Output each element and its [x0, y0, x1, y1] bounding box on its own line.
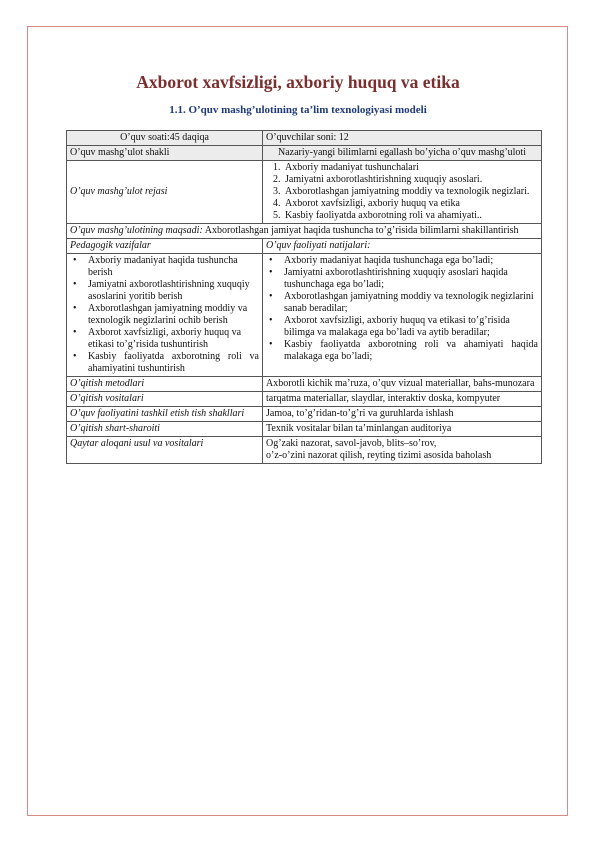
feedback-line-2: o’z-o’zini nazorat qilish, reyting tizimi asosida baholash [266, 450, 492, 461]
learning-outcomes-header: O’quv faoliyati natijalari: [263, 239, 542, 254]
learning-outcomes-cell [263, 254, 542, 377]
pedagogical-tasks-cell [67, 254, 263, 377]
table-row-hours [67, 131, 542, 146]
table-row-plan [67, 161, 542, 224]
lesson-plan-list [266, 162, 538, 222]
lesson-goal-label: O’quv mashg’ulotining maqsadi: [70, 225, 203, 236]
list-item: • Jamiyatni axborotlashtirishning xuquqiy asoslari haqida tushunchaga ega bo’ladi; [269, 267, 508, 290]
list-item: • Kasbiy faoliyatda axborotning roli va ahamiyati haqida malakaga ega bo’ladi; [269, 339, 538, 362]
list-item: • Axborot xavfsizligi, axboriy huquq va etikasi to’g’risida bilimga va malakaga ega bo’ladi va aytib beradilar; [269, 315, 510, 338]
lesson-form-label: O’quv mashg’ulot shakli [67, 146, 263, 161]
table-row-tasks-header [67, 239, 542, 254]
list-item: • Axborotlashgan jamiyatning moddiy va texnologik negizlarini ochib berish [73, 303, 248, 326]
pedagogical-tasks-list [70, 255, 259, 375]
list-item: • Axborotlashgan jamiyatning moddiy va texnologik negizlarini sanab beradilar; [269, 291, 534, 314]
teaching-methods-label: O’qitish metodlari [67, 377, 263, 392]
table-row-feedback [67, 437, 542, 464]
bullet-icon: • [269, 291, 273, 302]
list-item: 4. Axborot xavfsizligi, axboriy huquq va etika [283, 198, 538, 210]
bullet-icon: • [73, 279, 77, 290]
feedback-methods-label: Qaytar aloqani usul va vositalari [67, 437, 263, 464]
table-row-organization [67, 407, 542, 422]
bullet-icon: • [73, 255, 77, 266]
list-item: • Axboriy madaniyat haqida tushunchaga ega bo’ladi; [269, 255, 494, 266]
teaching-conditions-value: Texnik vositalar bilan ta’minlangan auditoriya [263, 422, 542, 437]
bullet-icon: • [269, 339, 273, 350]
feedback-methods-value [263, 437, 542, 464]
table-row-goal [67, 224, 542, 239]
lesson-model-table [66, 130, 542, 464]
bullet-icon: • [73, 327, 77, 338]
teaching-tools-label: O’qitish vositalari [67, 392, 263, 407]
lesson-hours-cell: O’quv soati:45 daqiqa [67, 131, 263, 146]
feedback-line-1: Og’zaki nazorat, savol-javob, blits–so’rov, [266, 438, 437, 449]
table-row-methods [67, 377, 542, 392]
bullet-icon: • [73, 351, 77, 362]
document-title: Axborot xavfsizligi, axboriy huquq va etika [136, 72, 460, 92]
lesson-goal-text: Axborotlashgan jamiyat haqida tushuncha to’g’risida bilimlarni shakillantirish [204, 225, 519, 236]
list-item: • Jamiyatni axborotlashtirishning xuquqiy asoslarini yoritib berish [73, 279, 250, 302]
list-item: • Axborot xavfsizligi, axboriy huquq va etikasi to’g’risida tushuntirish [73, 327, 242, 350]
bullet-icon: • [73, 303, 77, 314]
list-item: 5. Kasbiy faoliyatda axborotning roli va ahamiyati.. [283, 210, 538, 222]
activity-organization-value: Jamoa, to’g’ridan-to’g’ri va guruhlarda ishlash [263, 407, 542, 422]
activity-organization-label: O’quv faoliyatini tashkil etish tish shakllari [67, 407, 263, 422]
learning-outcomes-list [266, 255, 538, 363]
list-item: 3. Axborotlashgan jamiyatning moddiy va texnologik negizlari. [283, 186, 538, 198]
table-row-form [67, 146, 542, 161]
teaching-conditions-label: O’qitish shart-sharoiti [67, 422, 263, 437]
bullet-icon: • [269, 315, 273, 326]
bullet-icon: • [269, 255, 273, 266]
table-row-tools [67, 392, 542, 407]
teaching-tools-value: tarqatma materiallar, slaydlar, interaktiv doska, kompyuter [263, 392, 542, 407]
lesson-form-value: Nazariy-yangi bilimlarni egallash bo’yicha o’quv mashg’uloti [263, 146, 542, 161]
lesson-plan-list-cell [263, 161, 542, 224]
list-item: 1. Axboriy madaniyat tushunchalari [283, 162, 538, 174]
teaching-methods-value: Axborotli kichik ma’ruza, o’quv vizual materiallar, bahs-munozara [263, 377, 542, 392]
section-subtitle: 1.1. O’quv mashg’ulotining ta’lim texnologiyasi modeli [169, 104, 427, 116]
table-row-conditions [67, 422, 542, 437]
table-row-tasks [67, 254, 542, 377]
lesson-goal-cell [67, 224, 542, 239]
bullet-icon: • [269, 267, 273, 278]
pedagogical-tasks-header: Pedagogik vazifalar [67, 239, 263, 254]
lesson-plan-label: O’quv mashg’ulot rejasi [67, 161, 263, 224]
list-item: • Axboriy madaniyat haqida tushuncha berish [73, 255, 238, 278]
list-item: • Kasbiy faoliyatda axborotning roli va ahamiyatini tushuntirish [73, 351, 259, 374]
list-item: 2. Jamiyatni axborotlashtirishning xuquqiy asoslari. [283, 174, 538, 186]
students-count-cell: O’quvchilar soni: 12 [263, 131, 542, 146]
